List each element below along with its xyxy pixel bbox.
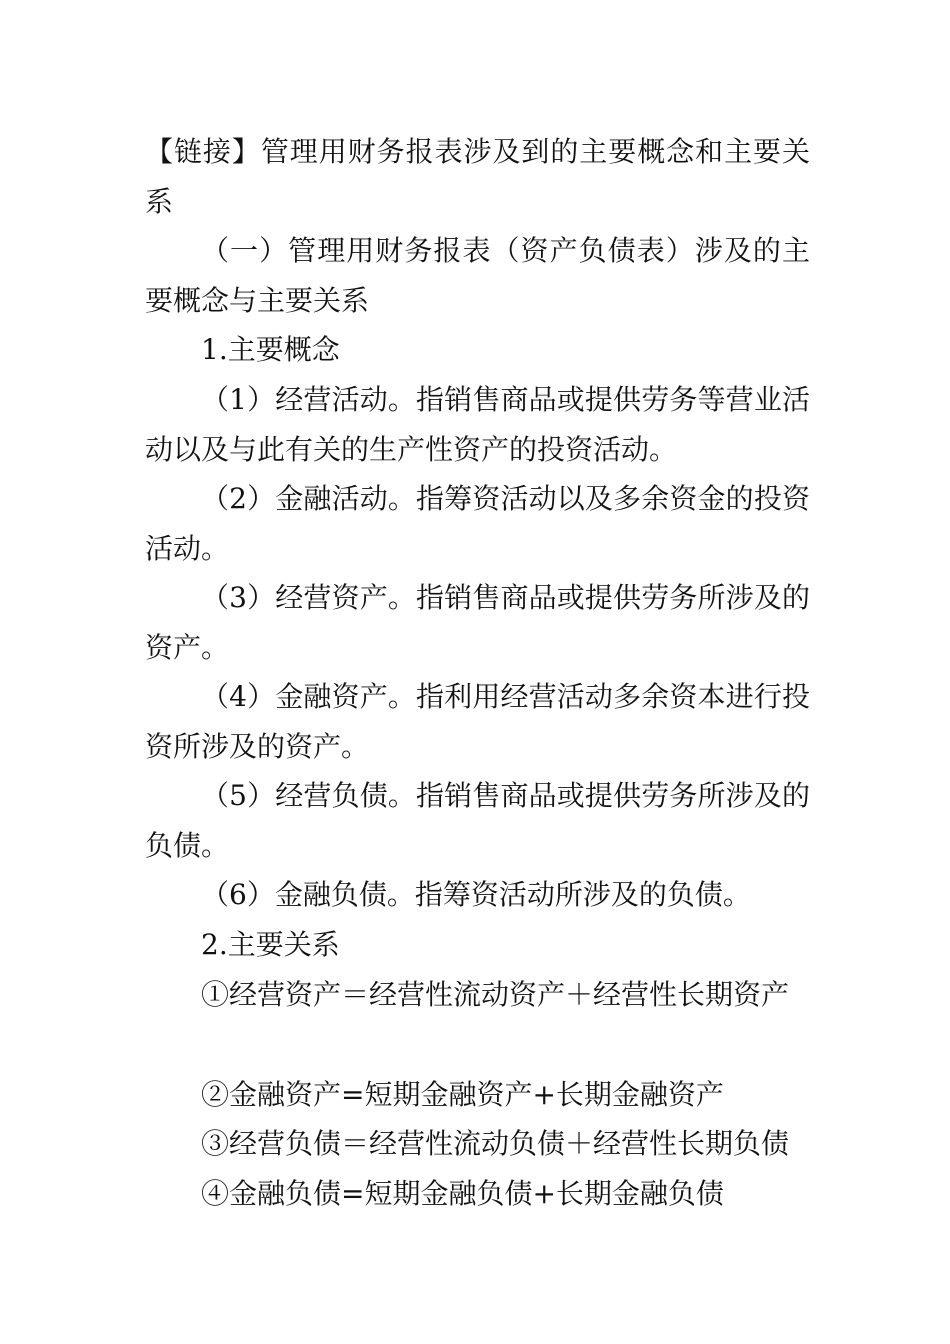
concept-item: （2）金融活动。指筹资活动以及多余资金的投资活动。 <box>145 482 810 565</box>
section-one-title: （一）管理用财务报表（资产负债表）涉及的主要概念与主要关系 <box>145 234 810 317</box>
concept-item: （6）金融负债。指筹资活动所涉及的负债。 <box>201 878 751 911</box>
document-heading: 【链接】管理用财务报表涉及到的主要概念和主要关系 <box>145 135 810 218</box>
relation-formula: ①经营资产＝经营性流动资产＋经营性长期资产 <box>201 978 790 1011</box>
concept-item: （1）经营活动。指销售商品或提供劳务等营业活动以及与此有关的生产性资产的投资活动。 <box>145 383 810 466</box>
concept-item: （4）金融资产。指利用经营活动多余资本进行投资所涉及的资产。 <box>145 680 810 763</box>
concept-item: （5）经营负债。指销售商品或提供劳务所涉及的负债。 <box>145 779 810 862</box>
concept-item: （3）经营资产。指销售商品或提供劳务所涉及的资产。 <box>145 581 810 664</box>
relation-formula: ③经营负债＝经营性流动负债＋经营性长期负债 <box>201 1127 790 1160</box>
concepts-heading: 1.主要概念 <box>201 333 340 366</box>
relations-heading: 2.主要关系 <box>201 928 340 961</box>
relation-formula: ②金融资产=短期金融资产+长期金融资产 <box>201 1078 724 1111</box>
relation-formula: ④金融负债=短期金融负债+长期金融负债 <box>201 1177 724 1210</box>
